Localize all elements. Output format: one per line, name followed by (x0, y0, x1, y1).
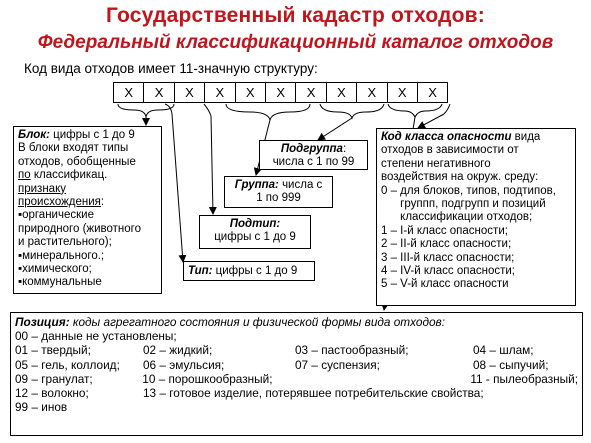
block-underlined-3: происхождения (18, 196, 101, 209)
subgroup-box (259, 140, 368, 170)
position-code-05: 05 – гель, коллоид; (15, 357, 120, 372)
page-title: Государственный кадастр отходов: (106, 4, 485, 27)
position-code-08: 08 – сыпучий; (473, 357, 549, 372)
code-cell-11: X (417, 82, 448, 103)
code-cell-5: X (235, 82, 266, 103)
hazard-head: Код класса опасности (381, 131, 512, 143)
position-code-06: 06 – эмульсия; (143, 357, 225, 372)
arrow-type (172, 114, 183, 262)
position-code-10: 10 – порошкообразный; (142, 371, 273, 386)
code-cell-8: X (326, 82, 357, 103)
group-rest: числа с (278, 179, 323, 191)
block-item-2: природного (животного (18, 222, 141, 235)
block-underlined-1: по (18, 169, 31, 182)
type-range: цифры с 1 до 9 (212, 265, 298, 277)
group-box (224, 176, 333, 208)
hazard-class-5: 5 – V-й класс опасности (381, 278, 509, 291)
position-code-11: 11 - пылеобразный; (470, 371, 578, 386)
group-head: Группа: (234, 179, 279, 191)
code-cell-9: X (356, 82, 387, 103)
position-code-01: 01 – твердый; (15, 343, 91, 358)
hazard-class-0: 0 – для блоков, типов, подтипов, (381, 184, 556, 197)
position-code-07: 07 – суспензия; (295, 357, 380, 372)
position-row-1 (15, 343, 578, 357)
hazard-line-2: степени негативного (381, 157, 491, 170)
code-cell-1: X (113, 82, 144, 103)
position-code-12: 12 – волокно; (15, 386, 89, 401)
subgroup-colon: : (342, 143, 347, 155)
subtype-range: цифры с 1 до 9 (214, 231, 296, 244)
position-line-00: 00 – данные не установлены; (15, 329, 177, 344)
arrow-subgroup (318, 118, 352, 140)
position-code-02: 02 – жидкий; (143, 343, 213, 358)
code-cell-7: X (295, 82, 326, 103)
position-code-04: 04 – шлам; (473, 343, 534, 358)
block-colon: : (100, 196, 105, 209)
hazard-line-1: отходов в зависимости от (381, 144, 519, 157)
position-row-2 (15, 358, 578, 372)
hazard-class-4: 4 – IV-й класс опасности; (381, 265, 515, 278)
block-item-4: ▪минерального.; (18, 249, 105, 262)
type-head: Тип: (188, 265, 213, 277)
code-cell-4: X (204, 82, 235, 103)
subgroup-head: Подгруппа (280, 143, 343, 155)
hazard-box (376, 128, 576, 306)
subtype-box (199, 215, 311, 249)
block-underlined-2: признаку (18, 182, 66, 195)
hazard-head-rest: вида (511, 131, 541, 143)
block-line-1: В блоки входят типы (18, 142, 129, 155)
hazard-line-3: воздействия на окруж. среду: (381, 171, 539, 184)
position-code-99: 99 – инов (15, 400, 68, 415)
position-row-3 (15, 372, 578, 386)
block-item-6: ▪коммунальные (18, 276, 102, 289)
position-code-03: 03 – пастообразный; (295, 343, 409, 358)
block-item-5: ▪химического; (18, 263, 92, 276)
block-line-2: отходов, обобщенные (18, 155, 136, 168)
code-cell-10: X (387, 82, 418, 103)
block-head: Блок: (18, 129, 50, 141)
block-head-rest: цифры с 1 до 9 (49, 129, 135, 141)
type-box (183, 261, 315, 281)
position-code-13: 13 – готовое изделие, потерявшее потребительские свойства; (143, 386, 484, 401)
block-line-3: классификац. (30, 169, 108, 182)
page-subtitle: Федеральный классификационный каталог отходов (37, 32, 554, 53)
code-cell-2: X (143, 82, 174, 103)
hazard-class-0-cont-2: классификации отходов; (381, 211, 533, 224)
arrow-subtype (211, 116, 213, 214)
arrow-hazard (418, 114, 444, 128)
block-item-1: ▪органические (18, 209, 94, 222)
block-item-3: и растительного); (18, 236, 112, 249)
block-box (13, 126, 162, 294)
code-cell-3: X (174, 82, 205, 103)
position-head-rest: коды агрегатного состояния и физической формы вида отходов: (69, 315, 445, 329)
group-range: 1 по 999 (256, 192, 301, 205)
hazard-class-0-cont-1: группп, подгрупп и позиций (381, 198, 546, 211)
position-code-09: 09 – гранулат; (15, 371, 93, 386)
hazard-class-1: 1 – I-й класс опасности; (381, 224, 508, 237)
code-cell-6: X (265, 82, 296, 103)
subtype-head: Подтип: (229, 218, 281, 230)
position-spacer (293, 372, 470, 386)
structure-intro: Код вида отходов имеет 11-значную структуру: (24, 61, 318, 76)
position-row-4 (15, 386, 578, 400)
hazard-class-2: 2 – II-й класс опасности; (381, 238, 512, 251)
hazard-class-3: 3 – III-й класс опасности; (381, 251, 515, 264)
subgroup-range: числа с 1 по 99 (272, 156, 355, 169)
position-box (10, 312, 583, 436)
position-head: Позиция: (15, 315, 70, 329)
